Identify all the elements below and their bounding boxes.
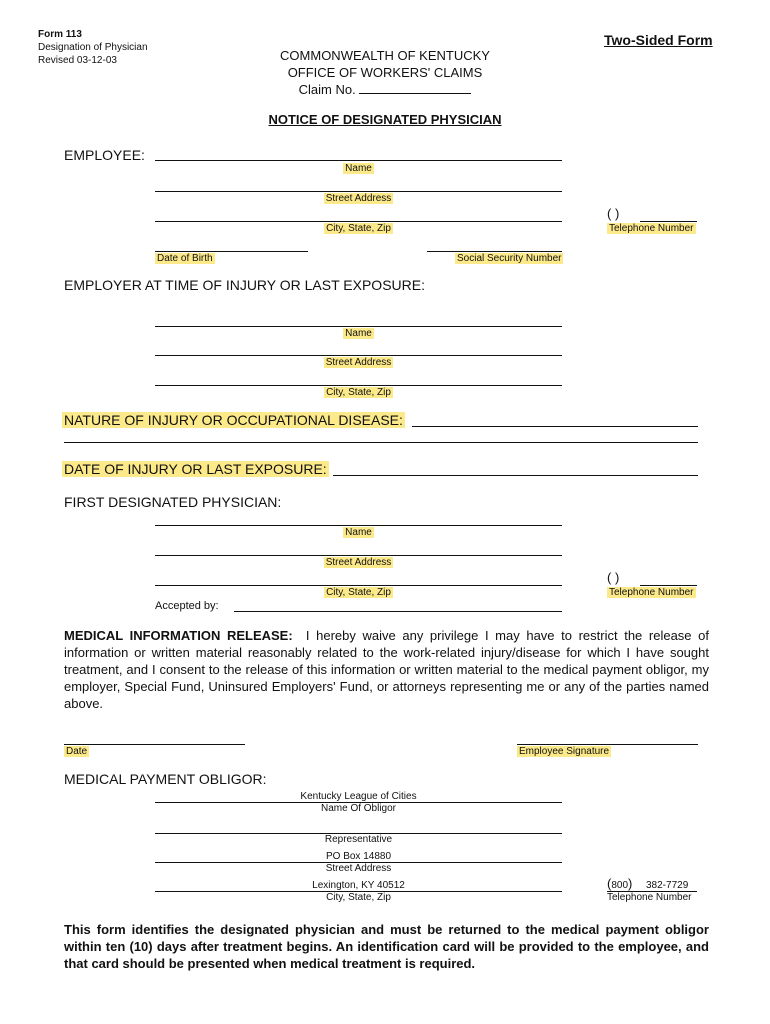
date-of-injury-label: DATE OF INJURY OR LAST EXPOSURE: xyxy=(64,461,327,477)
header xyxy=(200,47,570,98)
claim-number: Claim No. xyxy=(200,81,570,98)
employee-name-caption: Name xyxy=(345,163,372,174)
employee-dob-caption: Date of Birth xyxy=(157,253,213,264)
obligor-city-value: Lexington, KY 40512 xyxy=(312,880,405,891)
physician-city-field[interactable] xyxy=(155,585,562,586)
revised-date: Revised 03-12-03 xyxy=(38,55,117,66)
physician-name-field[interactable] xyxy=(155,525,562,526)
employee-ssn-field[interactable] xyxy=(427,251,562,252)
obligor-name-value: Kentucky League of Cities xyxy=(300,791,417,802)
form-meta xyxy=(38,28,148,67)
medical-release-body: I hereby waive any privilege I may have to restrict the release of information or written material reasonably related to the work-related injury/disease for which I have sought treatment, and I consent to the release of this information or written material to the medical payment obligor, my employer, Special Fund, Uninsured Employers' Fund, or attorneys representing me or any of the parties named above. xyxy=(64,628,709,711)
physician-label: FIRST DESIGNATED PHYSICIAN: xyxy=(64,494,282,510)
employee-city-field[interactable] xyxy=(155,221,562,222)
form-subtitle: Designation of Physician xyxy=(38,42,148,53)
two-sided-label: Two-Sided Form xyxy=(604,32,713,48)
employee-street-field[interactable] xyxy=(155,191,562,192)
obligor-area-code-value: 800 xyxy=(611,880,629,891)
physician-area-code-field[interactable]: ( ) xyxy=(607,570,620,585)
physician-phone-field[interactable] xyxy=(640,585,697,586)
medical-release-paragraph xyxy=(64,627,709,712)
employer-city-caption: City, State, Zip xyxy=(326,387,391,398)
employer-city-field[interactable] xyxy=(155,385,562,386)
accepted-by-field[interactable] xyxy=(234,611,562,612)
claim-number-field[interactable] xyxy=(359,93,471,94)
obligor-street-value: PO Box 14880 xyxy=(325,851,392,862)
date-of-injury-field[interactable] xyxy=(333,475,698,476)
obligor-city-caption: City, State, Zip xyxy=(326,892,391,903)
obligor-name-caption: Name Of Obligor xyxy=(320,803,397,814)
header-line2: OFFICE OF WORKERS' CLAIMS xyxy=(287,65,483,80)
employer-name-caption: Name xyxy=(345,328,372,339)
employee-city-caption: City, State, Zip xyxy=(326,223,391,234)
employee-ssn-caption: Social Security Number xyxy=(457,253,562,264)
employee-name-field[interactable] xyxy=(155,160,562,161)
employer-street-caption: Street Address xyxy=(325,357,392,368)
obligor-street-caption: Street Address xyxy=(325,863,392,874)
employer-street-field[interactable] xyxy=(155,355,562,356)
employee-area-code-field[interactable]: ( ) xyxy=(607,206,620,221)
header-line1: COMMONWEALTH OF KENTUCKY xyxy=(280,48,490,63)
physician-street-caption: Street Address xyxy=(325,557,392,568)
release-date-field[interactable] xyxy=(64,744,245,745)
employee-street-caption: Street Address xyxy=(325,193,392,204)
accepted-by-label: Accepted by: xyxy=(155,600,219,612)
form-number: Form 113 xyxy=(38,29,82,40)
medical-release-heading: MEDICAL INFORMATION RELEASE: xyxy=(64,628,293,643)
employee-label: EMPLOYEE: xyxy=(64,147,145,163)
release-date-caption: Date xyxy=(66,746,88,757)
employer-name-field[interactable] xyxy=(155,326,562,327)
physician-city-caption: City, State, Zip xyxy=(326,587,391,598)
obligor-label: MEDICAL PAYMENT OBLIGOR: xyxy=(64,771,267,787)
employee-signature-field[interactable] xyxy=(517,744,698,745)
nature-of-injury-field-2[interactable] xyxy=(64,442,698,443)
obligor-rep-caption: Representative xyxy=(324,834,393,845)
employee-phone-caption: Telephone Number xyxy=(609,223,694,234)
footer-notice: This form identifies the designated physician and must be returned to the medical payment obligor within ten (10) days after treatment begins. An identification card will be provided to the employee, and that card should be presented when medical treatment is required. xyxy=(64,922,709,971)
physician-phone-caption: Telephone Number xyxy=(609,587,694,598)
employee-dob-field[interactable] xyxy=(155,251,308,252)
obligor-phone-caption: Telephone Number xyxy=(607,892,692,903)
obligor-area-code: (800) xyxy=(607,876,633,891)
employee-phone-field[interactable] xyxy=(640,221,697,222)
employee-signature-caption: Employee Signature xyxy=(519,746,610,757)
obligor-phone-value: 382-7729 xyxy=(646,880,689,891)
page-title: NOTICE OF DESIGNATED PHYSICIAN xyxy=(268,112,502,127)
nature-of-injury-field[interactable] xyxy=(412,426,698,427)
employer-label: EMPLOYER AT TIME OF INJURY OR LAST EXPOSURE: xyxy=(64,277,425,293)
physician-street-field[interactable] xyxy=(155,555,562,556)
physician-name-caption: Name xyxy=(345,527,372,538)
nature-of-injury-label: NATURE OF INJURY OR OCCUPATIONAL DISEASE: xyxy=(64,412,403,428)
